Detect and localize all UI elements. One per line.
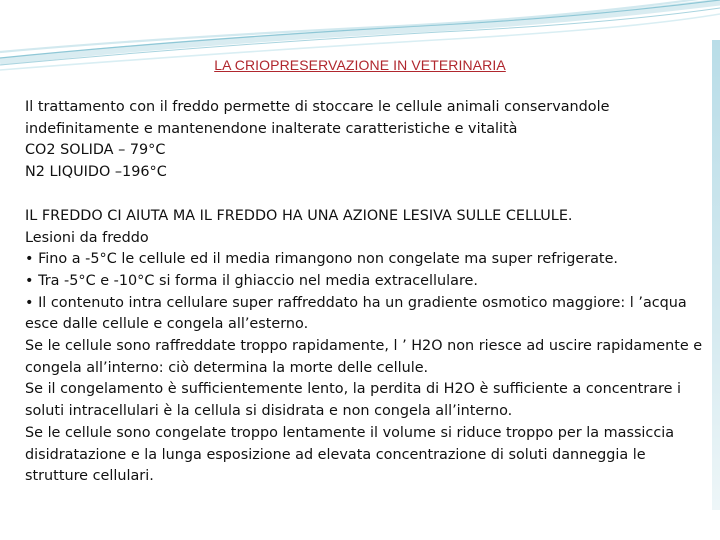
slide-title: LA CRIOPRESERVAZIONE IN VETERINARIA	[214, 57, 506, 73]
slide-body	[25, 97, 705, 488]
n2-line: N2 LIQUIDO –196°C	[25, 164, 167, 181]
bullet-item: • Il contenuto intra cellulare super raffreddato ha un gradiente osmotico maggiore: l ’acqua esce dalle cellule e congela all’esterno.	[25, 294, 687, 333]
co2-line: CO2 SOLIDA – 79°C	[25, 142, 166, 159]
freddo-heading: IL FREDDO CI AIUTA MA IL FREDDO HA UNA AZIONE LESIVA SULLE CELLULE.	[25, 207, 573, 224]
spacer	[25, 184, 705, 206]
bullet-item: • Fino a -5°C le cellule ed il media rimangono non congelate ma super refrigerate.	[25, 251, 618, 268]
decorative-side-bar	[712, 40, 720, 510]
paragraph: Se le cellule sono congelate troppo lentamente il volume si riduce troppo per la massiccia disidratazione e la lunga esposizione ad elevata concentrazione di soluti danneggia le strutture cellulari.	[25, 424, 675, 485]
paragraph: Se il congelamento è sufficientemente lento, la perdita di H2O è sufficiente a concentrare i soluti intracellulari è la cellula si disidrata e non congela all’interno.	[25, 381, 681, 420]
lesioni-heading: Lesioni da freddo	[25, 229, 149, 246]
intro-text: Il trattamento con il freddo permette di stoccare le cellule animali conservandole indefinitamente e mantenendone inalterate caratteristiche e vitalità	[25, 99, 610, 137]
paragraph: Se le cellule sono raffreddate troppo rapidamente, l ’ H2O non riesce ad uscire rapidamente e congela all’interno: ciò determina la morte delle cellule.	[25, 338, 703, 376]
bullet-item: • Tra -5°C e -10°C si forma il ghiaccio nel media extracellulare.	[25, 272, 478, 289]
